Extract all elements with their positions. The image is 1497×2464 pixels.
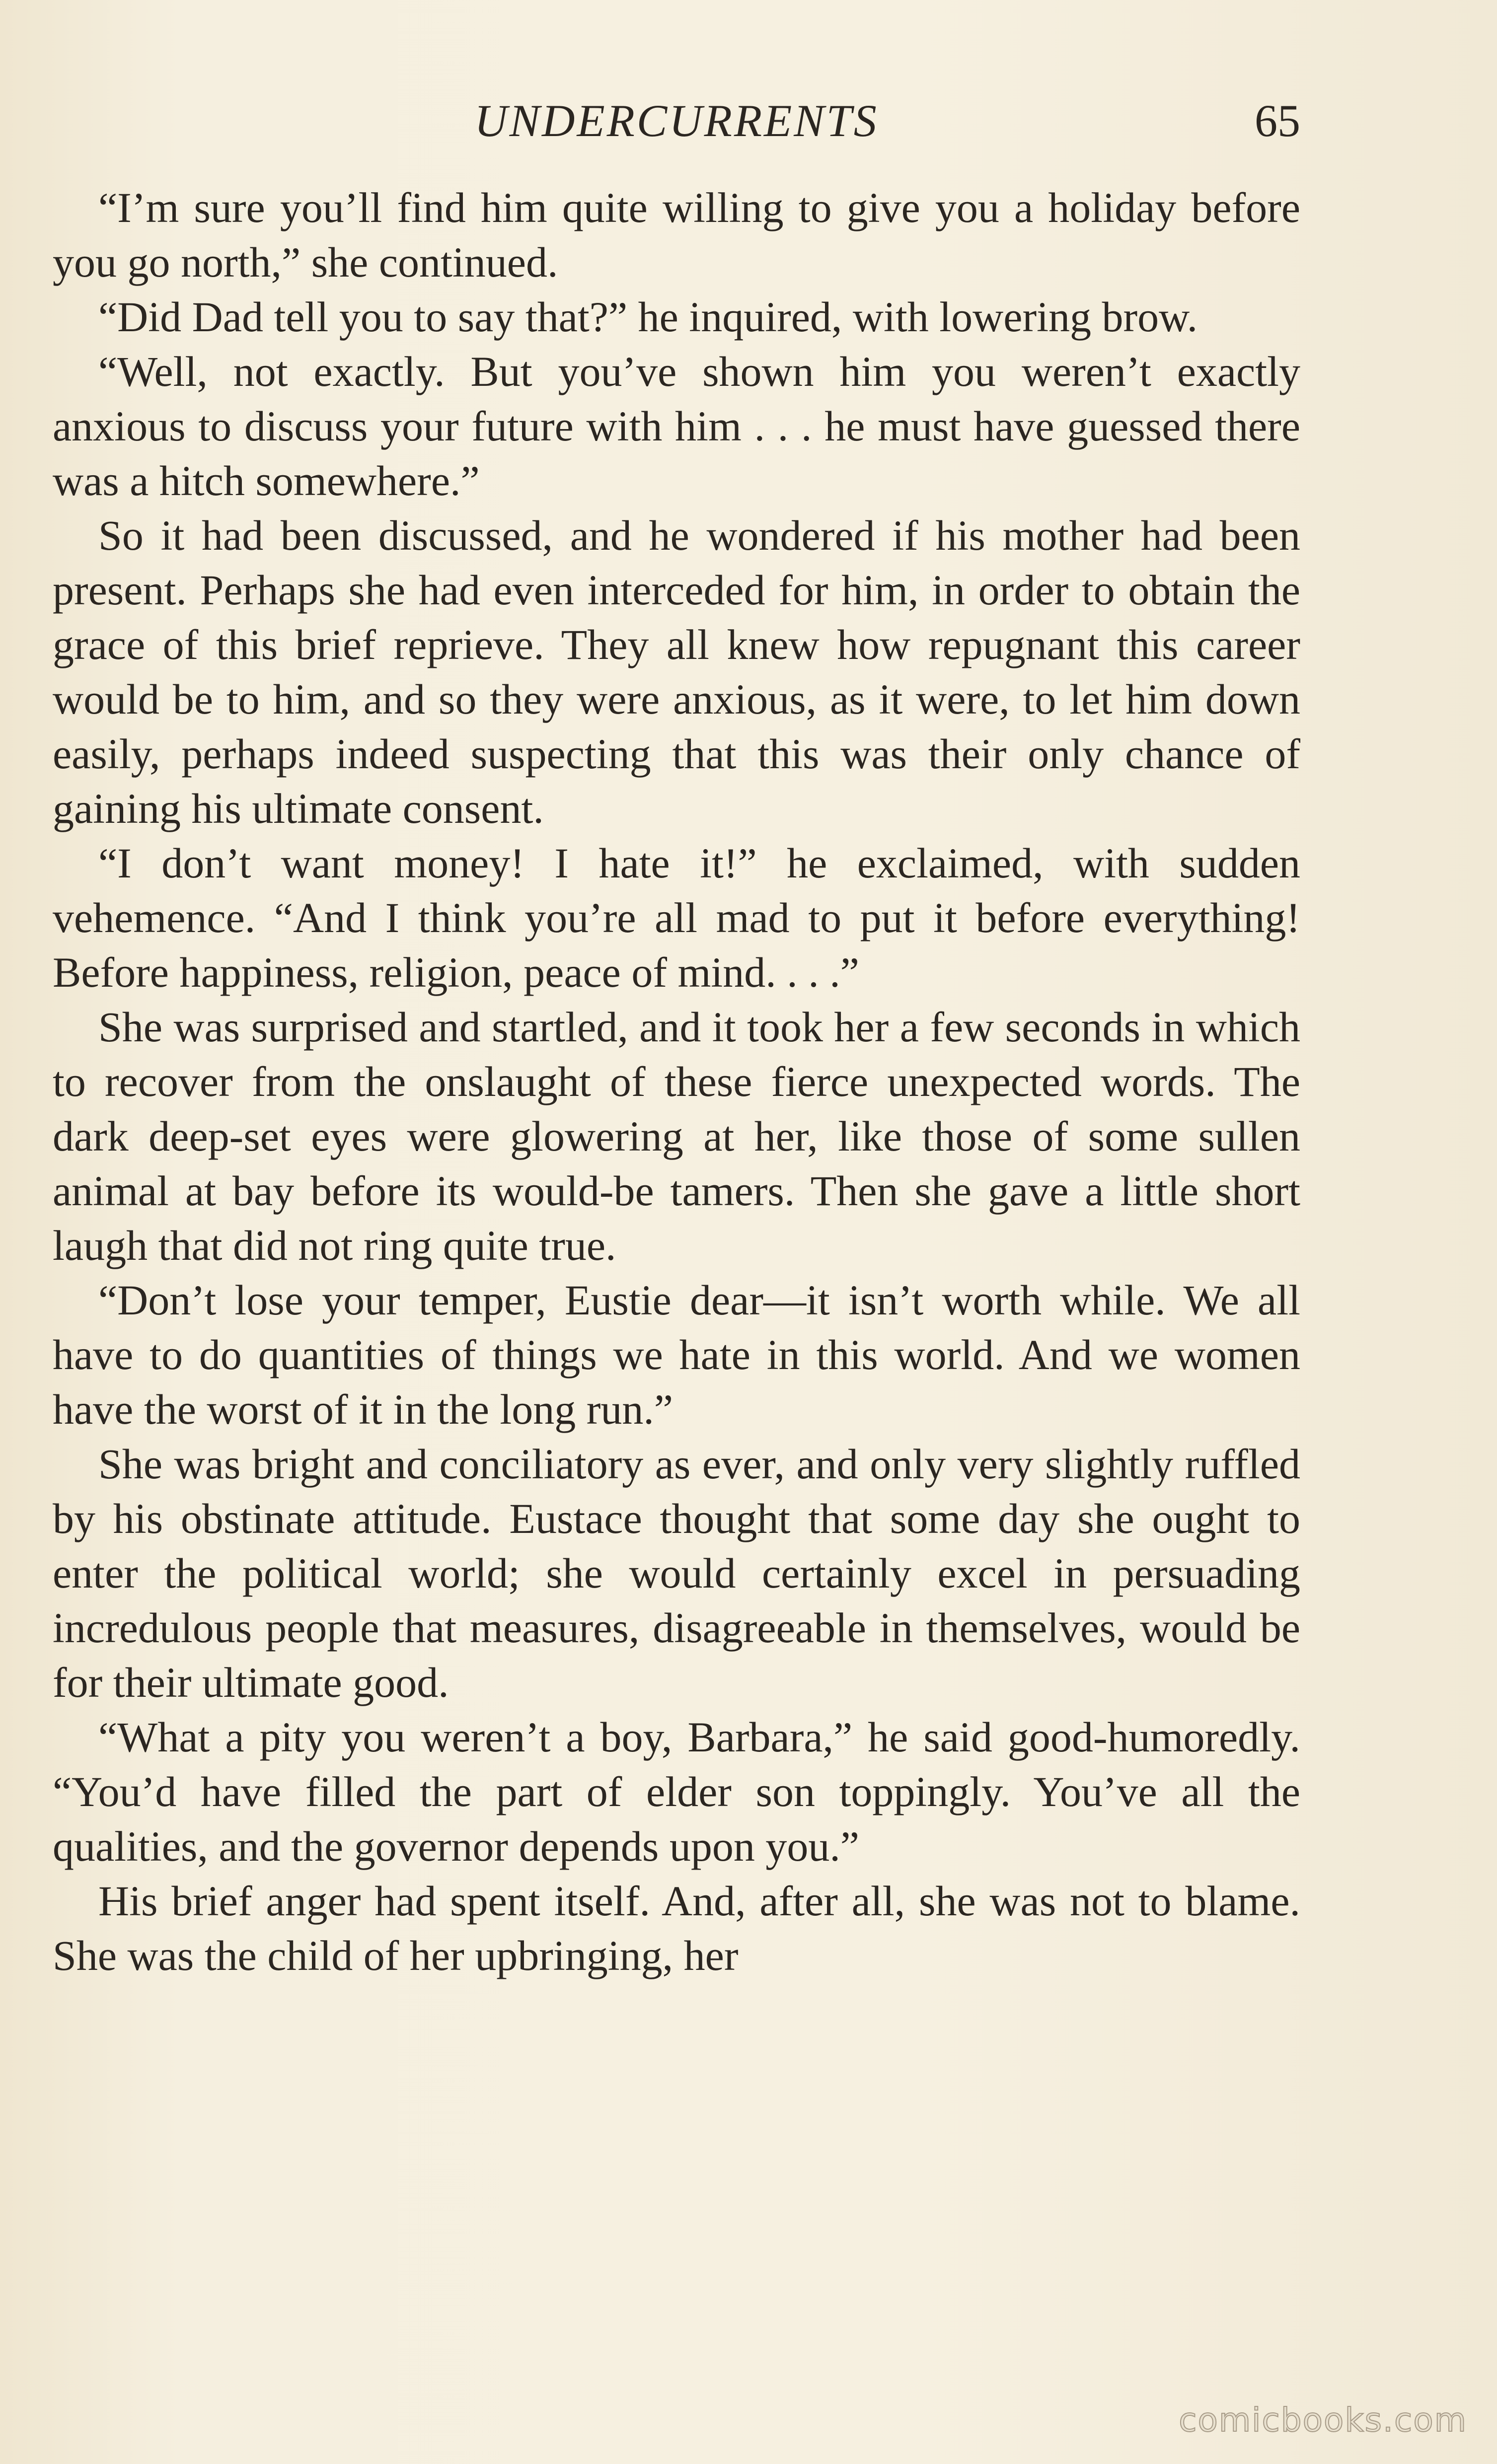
paragraph: She was bright and conciliatory as ever, and only very slightly ruffled by his obstinate attitude. Eustace thought that some day she ought to enter the political world; she would certainly excel in persuading incredulous people that measures, disagreeable in themselves, would be for their ultimate good. — [53, 1440, 1300, 1706]
paragraph: His brief anger had spent itself. And, after all, she was not to blame. She was the child of her upbringing, her — [53, 1877, 1300, 1979]
page-header — [53, 88, 1300, 153]
paragraph: “I’m sure you’ll find him quite willing to give you a holiday before you go north,” she continued. — [53, 184, 1300, 286]
paragraph: “Don’t lose your temper, Eustie dear—it isn’t worth while. We all have to do quantities of things we hate in this world. And we women have the worst of it in the long run.” — [53, 1276, 1300, 1433]
page-number: 65 — [1255, 95, 1300, 146]
paragraph: “Well, not exactly. But you’ve shown him you weren’t exactly anxious to discuss your future with him . . . he must have guessed there was a hitch somewhere.” — [53, 348, 1300, 505]
body-text — [53, 180, 1300, 1983]
running-head-title: UNDERCURRENTS — [474, 95, 879, 146]
paragraph: “What a pity you weren’t a boy, Barbara,” he said good-humoredly. “You’d have filled the part of elder son toppingly. You’ve all the qualities, and the governor depends upon you.” — [53, 1713, 1300, 1870]
paragraph: So it had been discussed, and he wondered if his mother had been present. Perhaps she had even interceded for him, in order to obtain the grace of this brief reprieve. They all knew how repugnant this career would be to him, and so they were anxious, as it were, to let him down easily, perhaps indeed suspecting that this was their only chance of gaining his ultimate consent. — [53, 511, 1300, 832]
paragraph: She was surprised and startled, and it took her a few seconds in which to recover from the onslaught of these fierce unexpected words. The dark deep-set eyes were glowering at her, like those of some sullen animal at bay before its would-be tamers. Then she gave a little short laugh that did not ring quite true. — [53, 1003, 1300, 1269]
paragraph: “Did Dad tell you to say that?” he inquired, with lowering brow. — [98, 293, 1198, 341]
paragraph: “I don’t want money! I hate it!” he exclaimed, with sudden vehemence. “And I think you’re all mad to put it before everything! Before happiness, religion, peace of mind. . . .” — [53, 839, 1300, 996]
watermark: comicbooks.com — [1179, 2401, 1467, 2439]
